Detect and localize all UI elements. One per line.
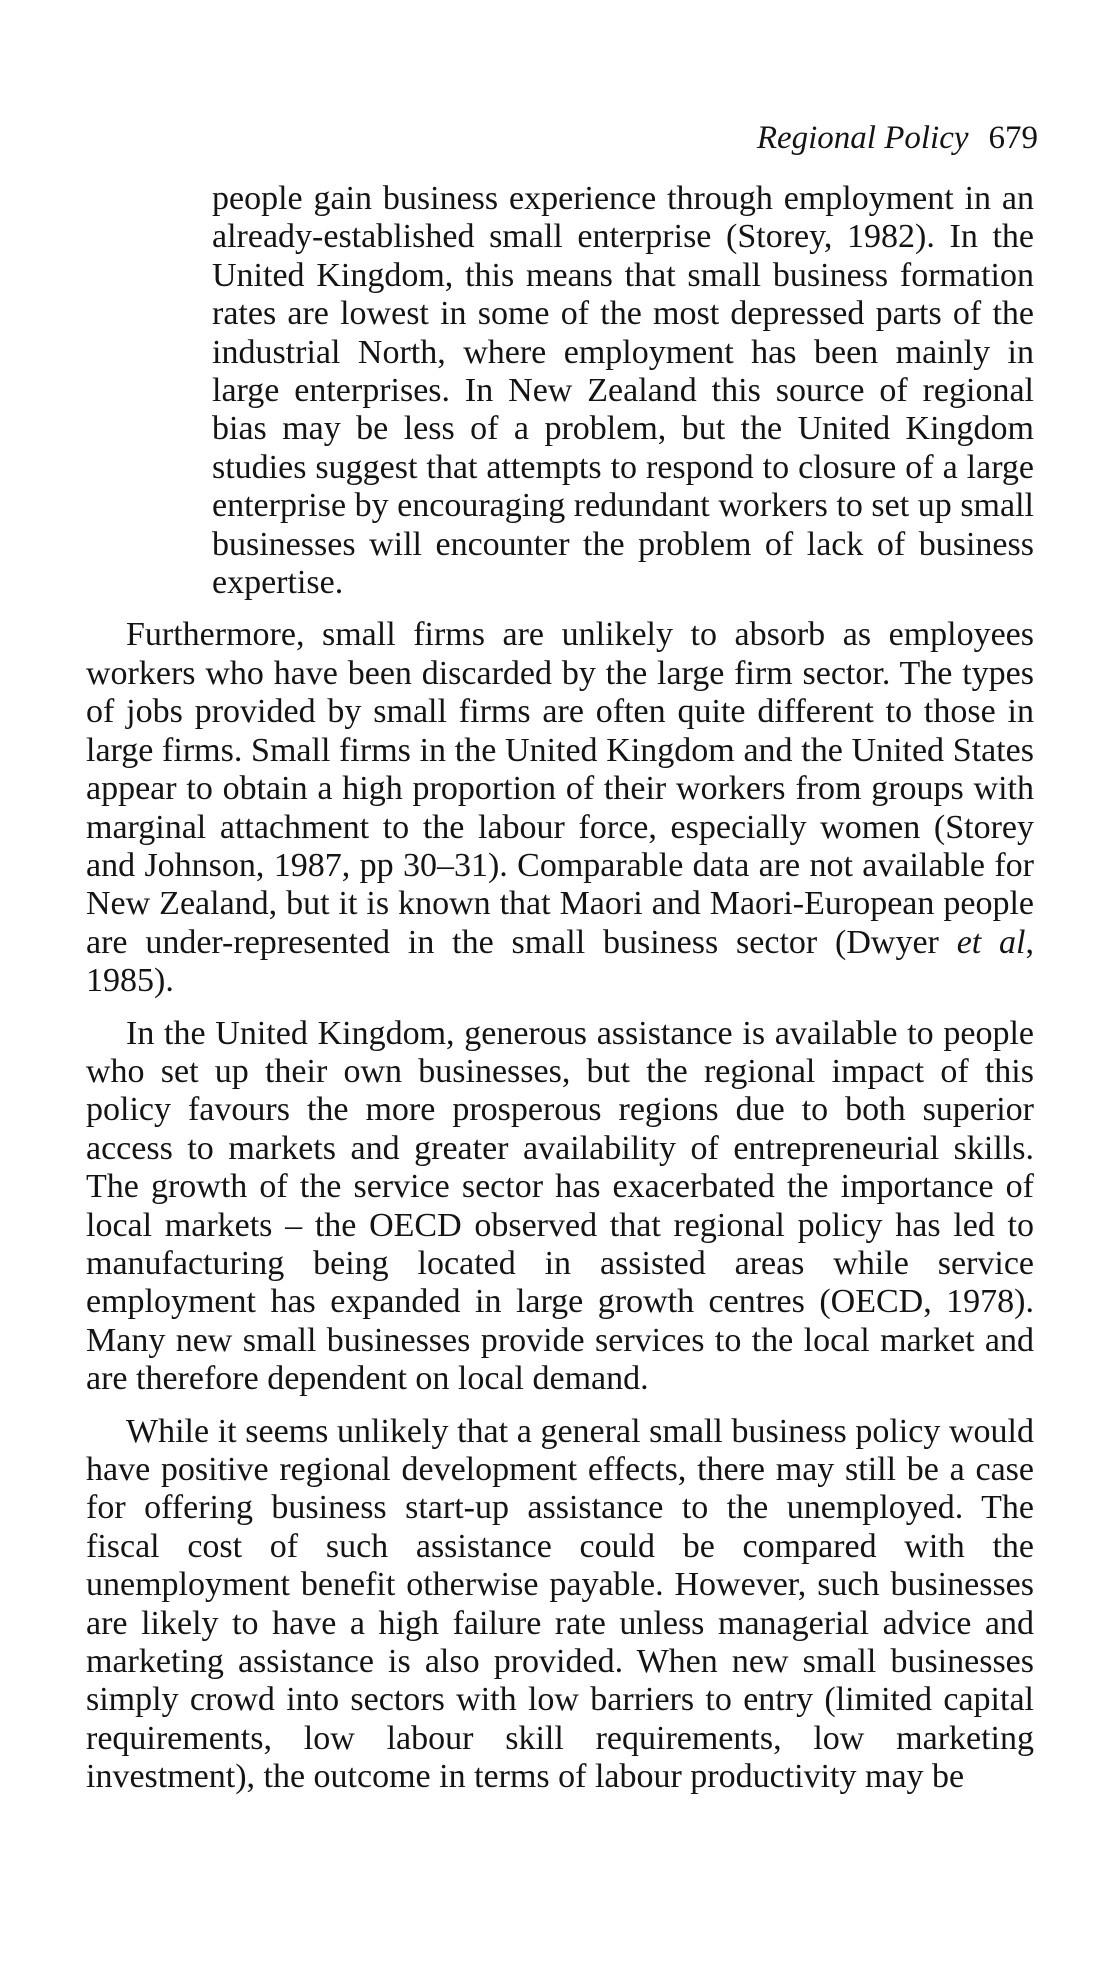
running-head [757, 118, 1038, 158]
paragraph-text: Furthermore, small firms are unlikely to absorb as employees workers who have been discarded by the large firm sector. The types of jobs provided by small firms are often quite different to those in large firms. Small firms in the United Kingdom and the United States appear to obtain a high proportion of their workers from groups with marginal attachment to the labour force, especially women (Storey and Johnson, 1987, pp 30–31). Comparable data are not available for New Zealand, but it is known that Maori and Maori-European people are under-represented in the small business sector (Dwyer [86, 616, 1034, 961]
indented-quote-paragraph: people gain business experience through employment in an already-established small enterprise (Storey, 1982). In the United Kingdom, this means that small business formation rates are lowest in some of the most depressed parts of the industrial North, where employment has been mainly in large enterprises. In New Zealand this source of regional bias may be less of a problem, but the United Kingdom studies suggest that attempts to respond to closure of a large enterprise by encouraging redundant workers to set up small businesses will encounter the problem of lack of business expertise. [212, 180, 1034, 602]
paragraph-uk-assistance: In the United Kingdom, generous assistance is available to people who set up their own businesses, but the regional impact of this policy favours the more prosperous regions due to both superior access to markets and greater availability of entrepreneurial skills. The growth of the service sector has exacerbated the importance of local markets – the OECD observed that regional policy has led to manufacturing being located in assisted areas while service employment has expanded in large growth centres (OECD, 1978). Many new small businesses provide services to the local market and are therefore dependent on local demand. [86, 1014, 1034, 1398]
paragraph-start-up-assistance: While it seems unlikely that a general small business policy would have positive regional development effects, there may still be a case for offering business start-up assistance to the unemployed. The fiscal cost of such assistance could be compared with the unemployment benefit otherwise payable. However, such businesses are likely to have a high failure rate unless managerial advice and marketing assistance is also provided. When new small businesses simply crowd into sectors with low barriers to entry (limited capital requirements, low labour skill requirements, low marketing investment), the outcome in terms of labour productivity may be [86, 1412, 1034, 1796]
page-number: 679 [988, 120, 1038, 156]
paragraph-text-end: , 1985). [86, 923, 1034, 1000]
italic-et-al: et al [956, 923, 1026, 961]
running-title: Regional Policy [756, 120, 969, 156]
paragraph-small-firms-employment [86, 616, 1034, 1000]
body-text [86, 180, 1034, 1797]
